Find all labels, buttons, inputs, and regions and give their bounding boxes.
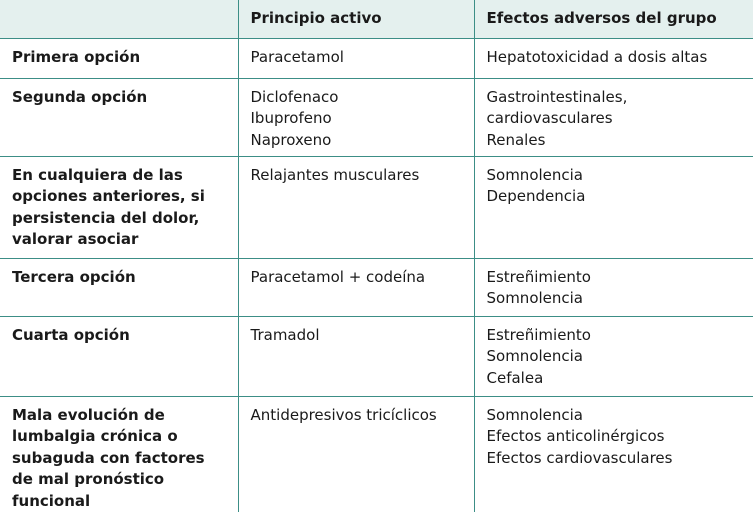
table-row [0, 316, 753, 396]
drug-item: Relajantes musculares [251, 165, 462, 187]
drug-item: Tramadol [251, 325, 462, 347]
row-label [0, 258, 238, 316]
row-label-text: Tercera opción [12, 267, 226, 289]
effect-item: Dependencia [487, 186, 742, 208]
drug-cell [238, 258, 474, 316]
drug-cell [238, 78, 474, 156]
effect-item: Somnolencia [487, 288, 742, 310]
row-label-text: Primera opción [12, 47, 226, 69]
effect-item: Efectos anticolinérgicos [487, 426, 742, 448]
effect-item: Renales [487, 130, 742, 152]
effects-cell [474, 156, 753, 258]
row-label [0, 38, 238, 78]
row-label [0, 396, 238, 512]
row-label [0, 78, 238, 156]
row-label [0, 156, 238, 258]
effect-item: Gastrointestinales, [487, 87, 742, 109]
effects-cell [474, 38, 753, 78]
row-label-text: Cuarta opción [12, 325, 226, 347]
drug-cell [238, 156, 474, 258]
header-empty-cell [0, 0, 238, 38]
table-row [0, 78, 753, 156]
row-label-text: Mala evolución de lumbalgia crónica o subaguda con factores de mal pronóstico funcional [12, 405, 226, 512]
table-row [0, 156, 753, 258]
effect-item: Somnolencia [487, 165, 742, 187]
effect-item: Cefalea [487, 368, 742, 390]
row-label [0, 316, 238, 396]
table-row [0, 258, 753, 316]
effects-cell [474, 258, 753, 316]
effects-cell [474, 78, 753, 156]
drug-item: Diclofenaco [251, 87, 462, 109]
drug-item: Paracetamol [251, 47, 462, 69]
drug-item: Paracetamol + codeína [251, 267, 462, 289]
row-label-text: En cualquiera de las opciones anteriores, si persistencia del dolor, valorar asociar [12, 165, 226, 251]
effect-item: Somnolencia [487, 405, 742, 427]
drug-item: Naproxeno [251, 130, 462, 152]
header-principio-activo: Principio activo [238, 0, 474, 38]
effect-item: Somnolencia [487, 346, 742, 368]
row-label-text: Segunda opción [12, 87, 226, 109]
effect-item: Estreñimiento [487, 267, 742, 289]
effect-item: Hepatotoxicidad a dosis altas [487, 47, 742, 69]
table-header-row [0, 0, 753, 38]
table-row [0, 38, 753, 78]
effect-item: cardiovasculares [487, 108, 742, 130]
drug-cell [238, 38, 474, 78]
effects-cell [474, 316, 753, 396]
table-row [0, 396, 753, 512]
effect-item: Estreñimiento [487, 325, 742, 347]
drug-item: Antidepresivos tricíclicos [251, 405, 462, 427]
drug-cell [238, 316, 474, 396]
drug-cell [238, 396, 474, 512]
drug-item: Ibuprofeno [251, 108, 462, 130]
effect-item: Efectos cardiovasculares [487, 448, 742, 470]
header-efectos-adversos: Efectos adversos del grupo [474, 0, 753, 38]
effects-cell [474, 396, 753, 512]
